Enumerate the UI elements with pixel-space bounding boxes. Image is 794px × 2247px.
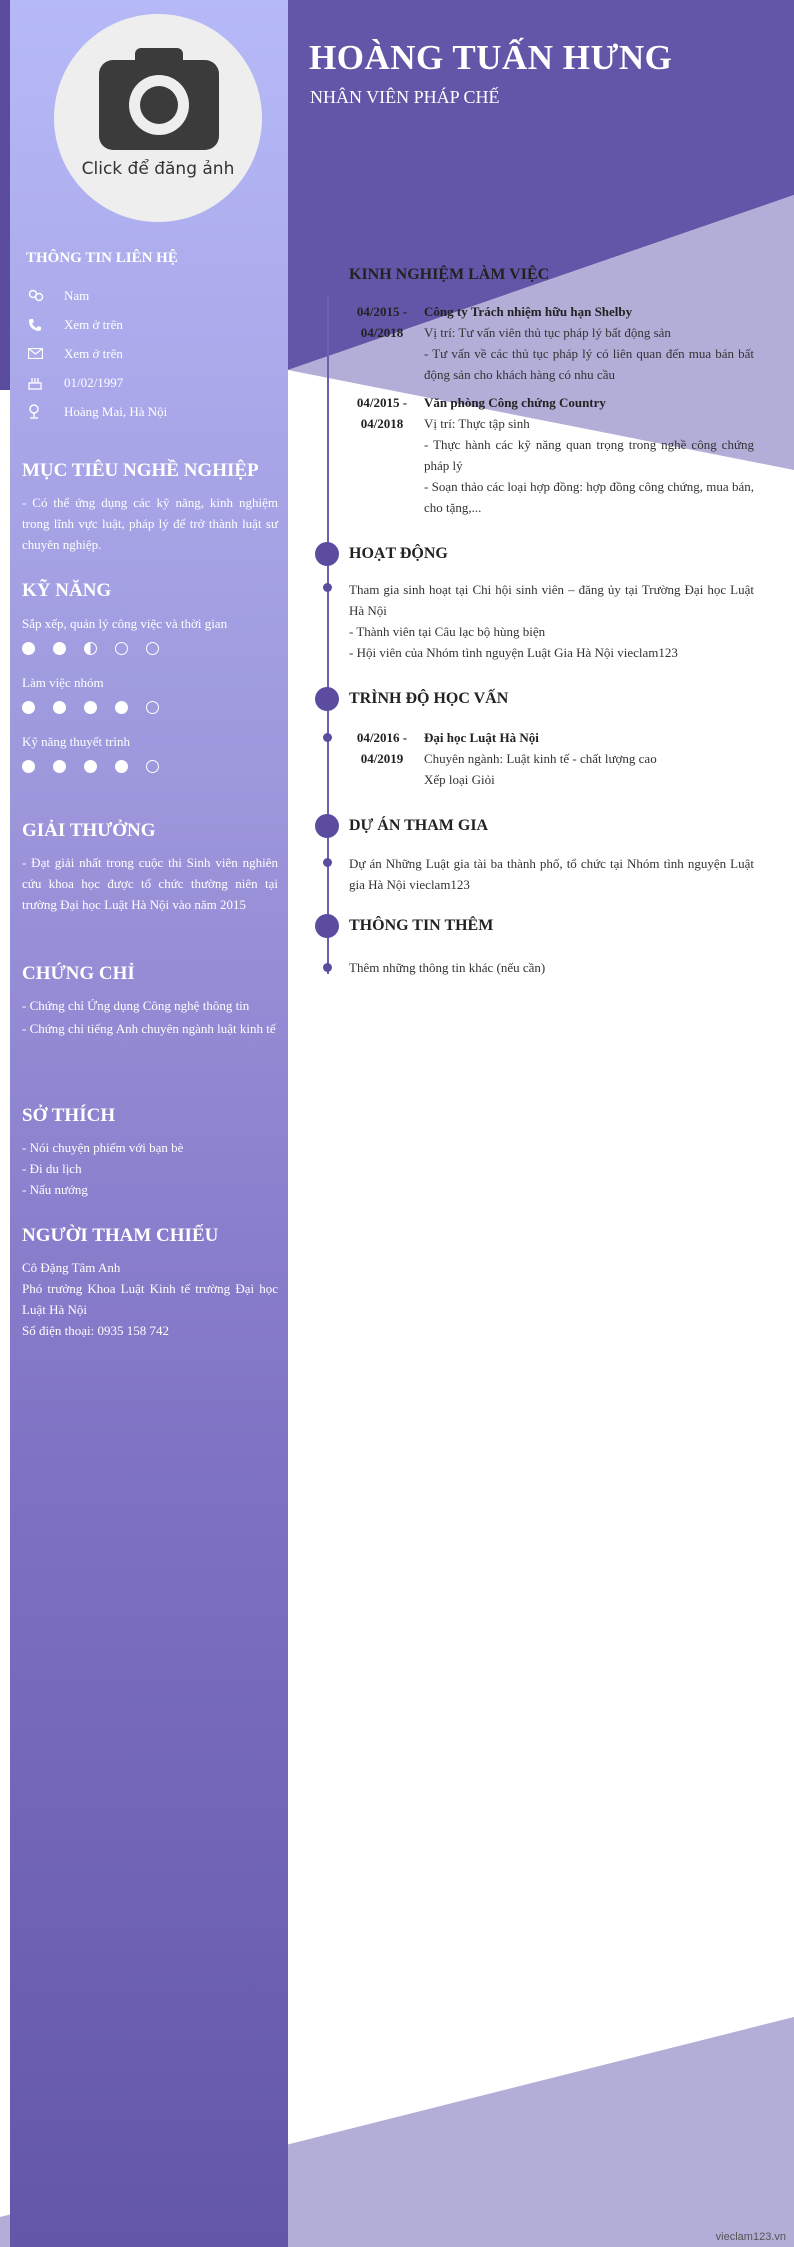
email-icon — [22, 348, 64, 359]
company-name: Văn phòng Công chứng Country — [424, 395, 606, 410]
awards-title: GIẢI THƯỞNG — [22, 820, 156, 841]
rating-dot — [53, 701, 66, 714]
experience-line: - Tư vấn về các thủ tục pháp lý có liên quan đến mua bán bất động sản cho khách hàng có nhu cầu — [424, 346, 754, 382]
skill-rating — [22, 701, 278, 714]
more-info-text: Thêm những thông tin khác (nếu cần) — [349, 960, 546, 975]
rating-dot — [115, 701, 128, 714]
education-title: TRÌNH ĐỘ HỌC VẤN — [349, 690, 509, 707]
rating-dot — [53, 760, 66, 773]
candidate-name: HOÀNG TUẤN HƯNG — [309, 38, 673, 77]
skills-title: KỸ NĂNG — [22, 580, 112, 601]
sidebar — [10, 0, 288, 2247]
awards-text: - Đạt giải nhất trong cuộc thi Sinh viên nghiên cứu khoa học được tổ chức thường niên tại trường Đại học Luật Hà Nội vào năm 2015 — [22, 855, 278, 912]
rating-dot — [84, 760, 97, 773]
rating-dot — [146, 642, 159, 655]
skill-label: Làm việc nhóm — [22, 675, 104, 690]
hobbies-section — [22, 1105, 278, 1200]
contact-title: THÔNG TIN LIÊN HỆ — [26, 250, 178, 266]
objective-section — [22, 460, 278, 555]
company-name: Công ty Trách nhiệm hữu hạn Shelby — [424, 304, 633, 319]
education-line: Chuyên ngành: Luật kinh tế - chất lượng cao — [424, 751, 657, 766]
skill-label: Kỹ năng thuyết trình — [22, 734, 130, 749]
rating-dot — [84, 642, 97, 655]
objective-title: MỤC TIÊU NGHỀ NGHIỆP — [22, 460, 259, 481]
education-date: 04/2016 - 04/2019 — [356, 730, 408, 766]
birthday-cake-icon — [22, 376, 64, 390]
activities-text — [349, 579, 754, 663]
timeline-marker — [323, 858, 332, 867]
camera-icon — [97, 44, 221, 154]
rating-dot — [22, 701, 35, 714]
location-pin-icon — [22, 404, 64, 419]
timeline-marker — [315, 914, 339, 938]
rating-dot — [146, 701, 159, 714]
rating-dot — [53, 642, 66, 655]
phone-icon — [22, 318, 64, 332]
certificate-item: - Chứng chỉ tiếng Anh chuyên ngành luật kinh tế — [22, 1021, 276, 1036]
awards-section — [22, 820, 278, 915]
timeline-line — [327, 296, 329, 974]
objective-text: - Có thể ứng dụng các kỹ năng, kinh nghiệm trong lĩnh vực luật, pháp lý để trở thành luật sư chuyên nghiệp. — [22, 495, 278, 552]
experience-line: - Thực hành các kỹ năng quan trọng trong nghề công chứng pháp lý — [424, 437, 754, 473]
more-info-title: THÔNG TIN THÊM — [349, 917, 494, 934]
rating-dot — [115, 760, 128, 773]
contact-birthday — [22, 368, 278, 397]
references-section — [22, 1225, 278, 1341]
timeline-marker — [323, 733, 332, 742]
rating-dot — [146, 760, 159, 773]
phone-value: Xem ở trên — [64, 316, 123, 332]
skills-list — [22, 616, 278, 773]
projects-text: Dự án Những Luật gia tài ba thành phố, tổ chức tại Nhóm tình nguyện Luật gia Hà Nội vieclam123 — [349, 856, 754, 892]
footer-brand: vieclam123.vn — [715, 2231, 786, 2243]
rating-dot — [84, 701, 97, 714]
address-value: Hoàng Mai, Hà Nội — [64, 403, 168, 419]
timeline-marker — [323, 963, 332, 972]
experience-content — [424, 301, 754, 385]
experience-line: Vị trí: Thực tập sinh — [424, 416, 530, 431]
skills-section — [22, 580, 278, 793]
contact-email — [22, 339, 278, 368]
timeline-marker — [315, 814, 339, 838]
experience-date: 04/2015 - 04/2018 — [356, 395, 408, 431]
gender-icon — [22, 289, 64, 303]
skill-rating — [22, 760, 278, 773]
sidebar-accent-strip — [0, 0, 10, 390]
reference-position: Phó trưởng Khoa Luật Kinh tế trường Đại học Luật Hà Nội — [22, 1281, 278, 1317]
contact-section — [22, 250, 278, 426]
reference-phone: Số điện thoại: 0935 158 742 — [22, 1323, 169, 1338]
birthday-value: 01/02/1997 — [64, 374, 124, 390]
contact-phone — [22, 310, 278, 339]
experience-content — [424, 392, 754, 518]
candidate-role: NHÂN VIÊN PHÁP CHẾ — [310, 87, 500, 107]
skill-label: Sắp xếp, quản lý công việc và thời gian — [22, 616, 228, 631]
skill-rating — [22, 642, 278, 655]
experience-entry — [340, 392, 754, 518]
contact-address — [22, 397, 278, 426]
experience-title: KINH NGHIỆM LÀM VIỆC — [349, 266, 550, 283]
hobbies-title: SỞ THÍCH — [22, 1105, 116, 1126]
activity-line: - Thành viên tại Câu lạc bộ hùng biện — [349, 624, 546, 639]
email-value: Xem ở trên — [64, 345, 123, 361]
gender-value: Nam — [64, 287, 90, 303]
certificate-item: - Chứng chỉ Ứng dụng Công nghệ thông tin — [22, 998, 250, 1013]
activities-title: HOẠT ĐỘNG — [349, 545, 448, 562]
timeline-marker — [315, 687, 339, 711]
education-line: Xếp loại Giỏi — [424, 772, 495, 787]
rating-dot — [115, 642, 128, 655]
experience-line: - Soạn thảo các loại hợp đồng: hợp đồng công chứng, mua bán, cho tặng,... — [424, 479, 754, 515]
experience-date: 04/2015 - 04/2018 — [356, 304, 408, 340]
timeline-marker — [315, 542, 339, 566]
hobby-item: - Nói chuyện phiếm với bạn bè — [22, 1140, 184, 1155]
school-name: Đại học Luật Hà Nội — [424, 730, 539, 745]
reference-name: Cô Đặng Tâm Anh — [22, 1260, 121, 1275]
certificates-section — [22, 963, 278, 1039]
education-content — [424, 727, 754, 790]
photo-upload[interactable] — [54, 14, 262, 222]
contact-gender — [22, 281, 278, 310]
projects-title: DỰ ÁN THAM GIA — [349, 817, 489, 834]
experience-entry — [340, 301, 754, 385]
education-entry — [340, 727, 754, 790]
references-title: NGƯỜI THAM CHIẾU — [22, 1225, 219, 1246]
certificates-title: CHỨNG CHỈ — [22, 963, 135, 984]
rating-dot — [22, 760, 35, 773]
photo-upload-label: Click để đăng ảnh — [81, 159, 235, 179]
hobby-item: - Nấu nướng — [22, 1182, 88, 1197]
activity-line: Tham gia sinh hoạt tại Chi hội sinh viên – đăng ủy tại Trường Đại học Luật Hà Nội — [349, 582, 754, 618]
activity-line: - Hội viên của Nhóm tình nguyện Luật Gia Hà Nội vieclam123 — [349, 645, 678, 660]
experience-line: Vị trí: Tư vấn viên thủ tục pháp lý bất động sản — [424, 325, 671, 340]
rating-dot — [22, 642, 35, 655]
timeline-marker — [323, 583, 332, 592]
hobby-item: - Đi du lịch — [22, 1161, 82, 1176]
